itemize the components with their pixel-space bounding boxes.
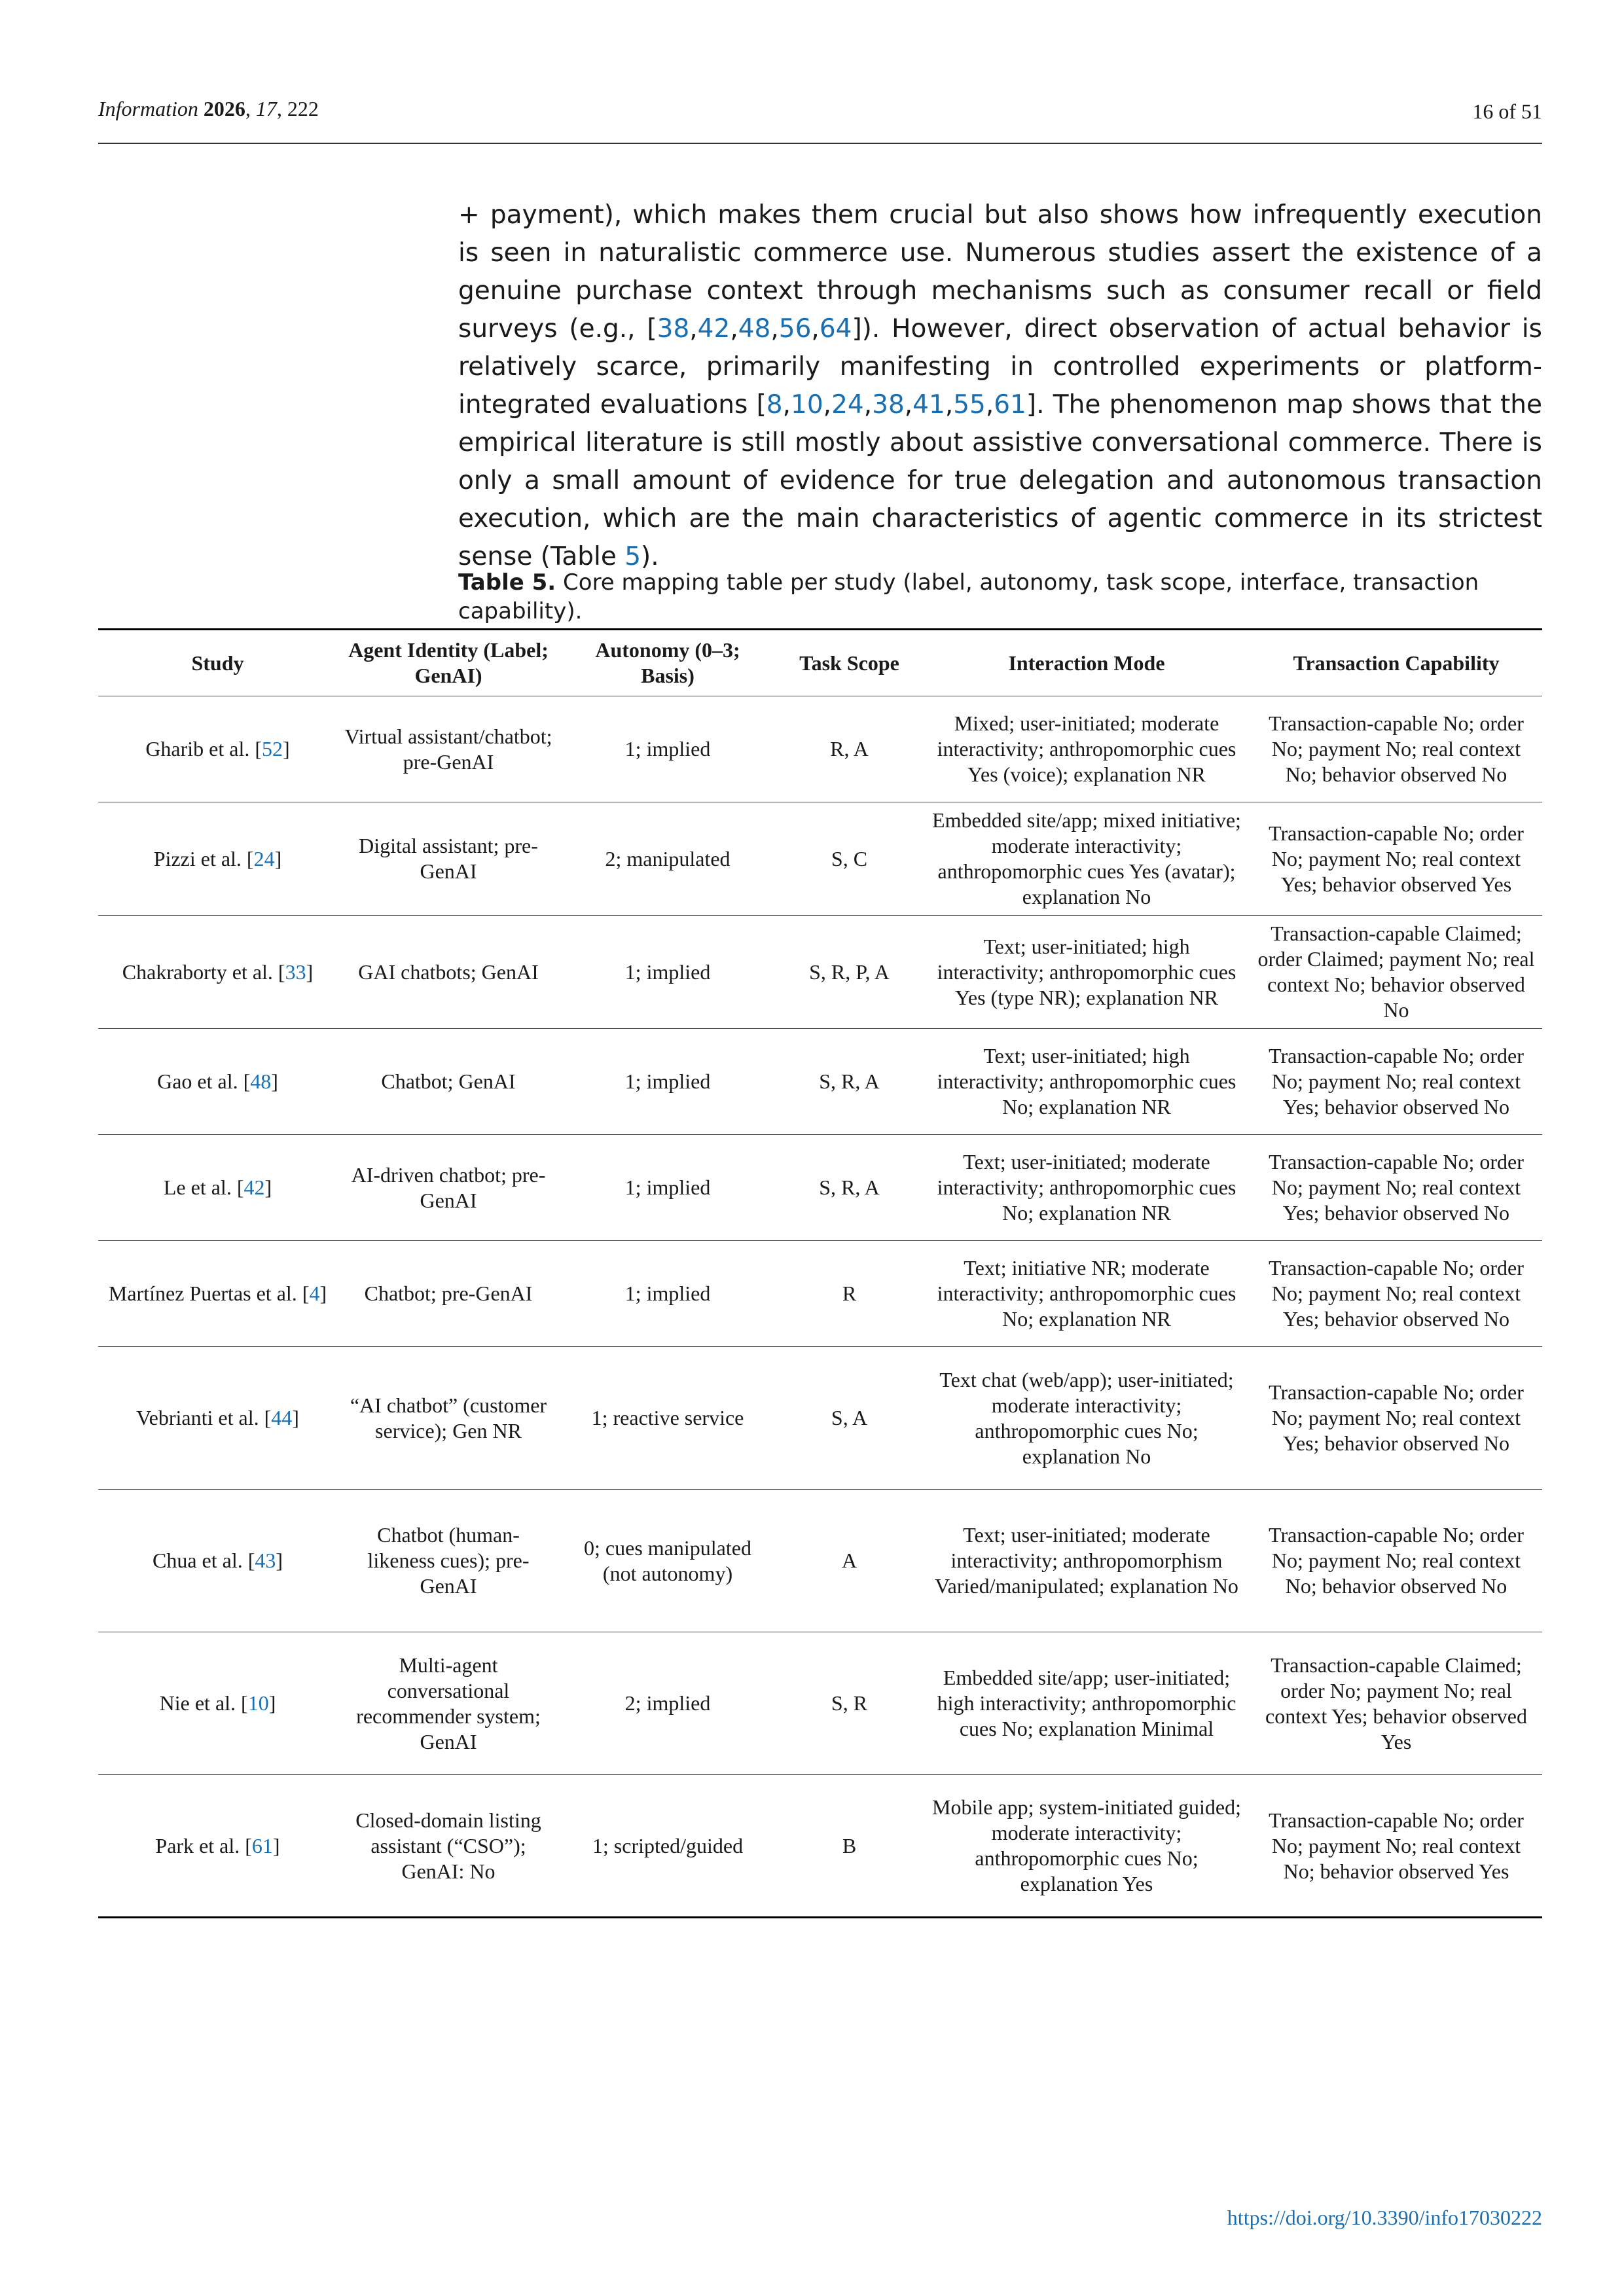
text-run: ). bbox=[641, 542, 659, 571]
bracket: ] bbox=[283, 737, 290, 761]
table-row bbox=[98, 1347, 1542, 1490]
table-row bbox=[98, 1775, 1542, 1918]
citation-link[interactable]: 10 bbox=[791, 390, 823, 420]
cell-mode: Text chat (web/app); user-initiated; moderate interactivity; anthropomorphic cues No; explanation No bbox=[939, 1367, 1234, 1468]
bracket: ] bbox=[271, 1069, 278, 1093]
bracket: ] bbox=[306, 960, 314, 984]
cell-transaction: Transaction-capable No; order No; payment No; real context No; behavior observed No bbox=[1269, 711, 1524, 786]
cell-scope: B bbox=[842, 1833, 857, 1857]
page-header bbox=[98, 90, 1542, 144]
journal-article: 222 bbox=[287, 97, 319, 120]
bracket: ] bbox=[272, 1833, 280, 1857]
cell-identity: Chatbot; GenAI bbox=[381, 1069, 516, 1093]
citation-link[interactable]: 4 bbox=[309, 1282, 320, 1305]
study-name: Pizzi et al. [ bbox=[153, 846, 254, 870]
study-name: Chakraborty et al. [ bbox=[122, 960, 285, 984]
citation-link[interactable]: 64 bbox=[819, 314, 852, 344]
citation-link[interactable]: 44 bbox=[271, 1406, 293, 1429]
bracket: ] bbox=[319, 1282, 327, 1305]
bracket: ] bbox=[276, 1549, 283, 1572]
cell-mode: Embedded site/app; user-initiated; high interactivity; anthropomorphic cues No; explanation Minimal bbox=[937, 1666, 1236, 1740]
table-header-row bbox=[98, 630, 1542, 696]
cell-transaction: Transaction-capable No; order No; payment No; real context Yes; behavior observed No bbox=[1269, 1150, 1524, 1225]
cell-study bbox=[98, 1029, 337, 1135]
citation-link[interactable]: 61 bbox=[251, 1833, 273, 1857]
cell-mode: Text; initiative NR; moderate interactivity; anthropomorphic cues No; explanation NR bbox=[937, 1256, 1236, 1331]
cell-scope: S, A bbox=[831, 1406, 868, 1429]
cell-autonomy: 0; cues manipulated (not autonomy) bbox=[584, 1535, 751, 1585]
citation-link[interactable]: 42 bbox=[244, 1175, 265, 1199]
cell-transaction: Transaction-capable Claimed; order No; payment No; real context Yes; behavior observed Yes bbox=[1265, 1653, 1527, 1753]
study-name: Le et al. [ bbox=[163, 1175, 244, 1199]
journal-year: 2026 bbox=[203, 97, 245, 120]
cell-identity: Virtual assistant/chatbot; pre-GenAI bbox=[344, 724, 552, 774]
study-name: Nie et al. [ bbox=[159, 1691, 248, 1715]
citation-link[interactable]: 43 bbox=[255, 1549, 276, 1572]
citation-link[interactable]: 38 bbox=[657, 314, 690, 344]
cell-identity: Digital assistant; pre-GenAI bbox=[359, 834, 538, 883]
cell-autonomy: 1; reactive service bbox=[591, 1406, 744, 1429]
study-name: Gao et al. [ bbox=[157, 1069, 251, 1093]
cell-scope: S, R, A bbox=[819, 1069, 880, 1093]
body-paragraph: + payment), which makes them crucial but also shows how infrequently execution is seen in naturalistic commerce use. Numerous studies assert the existence of a genuine purchase context through mechanisms such as consumer recall or field surveys (e.g., [38,42,48,56,64]). However, direct observation of actual behavior is relatively scarce, primarily manifesting in controlled experiments or platform-integrated evaluations [8,10,24,38,41,55,61]. The phenomenon map shows that the empirical literature is still mostly about assistive conversational commerce. There is only a small amount of evidence for true delegation and autonomous transaction execution, which are the main characteristics of agentic commerce in its strictest sense (Table 5). bbox=[458, 200, 1542, 571]
citation-link[interactable]: 41 bbox=[912, 390, 945, 420]
cell-study bbox=[98, 916, 337, 1029]
journal-citation: Information 2026, 17, 222 bbox=[98, 97, 319, 120]
cell-identity: GAI chatbots; GenAI bbox=[358, 960, 539, 984]
cell-study bbox=[98, 802, 337, 916]
study-name: Park et al. [ bbox=[155, 1833, 252, 1857]
cell-scope: S, R, P, A bbox=[809, 960, 890, 984]
cell-study bbox=[98, 1135, 337, 1241]
study-name: Vebrianti et al. [ bbox=[136, 1406, 272, 1429]
header-transaction-capability: Transaction Capability bbox=[1293, 651, 1500, 675]
citation-link[interactable]: 48 bbox=[738, 314, 771, 344]
table-row bbox=[98, 1135, 1542, 1241]
citation-link[interactable]: 24 bbox=[831, 390, 864, 420]
study-name: Martínez Puertas et al. [ bbox=[108, 1282, 310, 1305]
cell-autonomy: 2; implied bbox=[624, 1691, 711, 1715]
text-run: ]. The phenomenon map shows that the empirical literature is still mostly about assistive conversational commerce. There is only a small amount of evidence for true delegation and autonomous transaction execution, which are the main characteristics of agentic commerce in its strictest sense (Table bbox=[458, 390, 1542, 571]
cell-autonomy: 2; manipulated bbox=[605, 846, 731, 870]
header-interaction-mode: Interaction Mode bbox=[1008, 651, 1165, 675]
citation-link[interactable]: 10 bbox=[247, 1691, 269, 1715]
table-reference-link[interactable]: 5 bbox=[624, 542, 641, 571]
cell-identity: Chatbot; pre-GenAI bbox=[364, 1282, 533, 1305]
cell-mode: Text; user-initiated; high interactivity; anthropomorphic cues Yes (type NR); explanation NR bbox=[937, 934, 1236, 1009]
cell-scope: R, A bbox=[830, 737, 869, 761]
citation-link[interactable]: 61 bbox=[994, 390, 1026, 420]
study-name: Chua et al. [ bbox=[152, 1549, 255, 1572]
text-run: ]). However, direct observation of actual behavior is relatively scarce, primarily manifesting in controlled experiments or platform-integrated evaluations [ bbox=[458, 314, 1542, 420]
header-study: Study bbox=[191, 651, 244, 675]
cell-transaction: Transaction-capable Claimed; order Claimed; payment No; real context No; behavior observed No bbox=[1257, 922, 1535, 1022]
cell-mode: Embedded site/app; mixed initiative; moderate interactivity; anthropomorphic cues Yes (avatar); explanation No bbox=[932, 808, 1241, 908]
citation-link[interactable]: 38 bbox=[872, 390, 905, 420]
cell-study bbox=[98, 1490, 337, 1632]
text-run: + payment), which makes them crucial but also shows how infrequently execution is seen in naturalistic commerce use. Numerous studies assert the existence of a genuine purchase context through mechanisms such as consumer recall or field surveys (e.g., [ bbox=[458, 200, 1542, 344]
cell-identity: Multi-agent conversational recommender system; GenAI bbox=[356, 1653, 541, 1753]
header-task-scope: Task Scope bbox=[799, 651, 899, 675]
cell-autonomy: 1; implied bbox=[624, 1282, 711, 1305]
header-agent-identity: Agent Identity (Label; GenAI) bbox=[348, 638, 549, 687]
journal-name: Information bbox=[98, 97, 198, 120]
cell-scope: S, R, A bbox=[819, 1175, 880, 1199]
cell-scope: R bbox=[842, 1282, 857, 1305]
table-row bbox=[98, 1241, 1542, 1347]
journal-volume: 17 bbox=[255, 97, 277, 120]
cell-scope: S, C bbox=[831, 846, 868, 870]
bracket: ] bbox=[264, 1175, 272, 1199]
cell-mode: Mobile app; system-initiated guided; moderate interactivity; anthropomorphic cues No; explanation Yes bbox=[932, 1795, 1241, 1895]
table-row bbox=[98, 802, 1542, 916]
table-row bbox=[98, 696, 1542, 802]
cell-identity: Closed-domain listing assistant (“CSO”); GenAI: No bbox=[355, 1808, 541, 1883]
citation-link[interactable]: 42 bbox=[697, 314, 731, 344]
citation-link[interactable]: 56 bbox=[778, 314, 812, 344]
cell-mode: Text; user-initiated; high interactivity; anthropomorphic cues No; explanation NR bbox=[937, 1044, 1236, 1119]
cell-autonomy: 1; implied bbox=[624, 737, 711, 761]
table-caption bbox=[458, 568, 1542, 626]
cell-identity: AI-driven chatbot; pre-GenAI bbox=[351, 1162, 546, 1212]
cell-scope: A bbox=[841, 1549, 857, 1572]
cell-transaction: Transaction-capable No; order No; payment No; real context No; behavior observed Yes bbox=[1269, 1808, 1524, 1883]
cell-autonomy: 1; implied bbox=[624, 960, 711, 984]
study-name: Gharib et al. [ bbox=[145, 737, 262, 761]
citation-link[interactable]: 24 bbox=[253, 846, 275, 870]
cell-identity: “AI chatbot” (customer service); Gen NR bbox=[350, 1393, 547, 1443]
doi-link[interactable]: https://doi.org/10.3390/info17030222 bbox=[1227, 2206, 1542, 2229]
table-row bbox=[98, 916, 1542, 1029]
bracket: ] bbox=[274, 846, 282, 870]
cell-mode: Text; user-initiated; moderate interactivity; anthropomorphism Varied/manipulated; explanation No bbox=[935, 1523, 1238, 1598]
caption-label: Table 5. bbox=[458, 569, 556, 596]
cell-identity: Chatbot (human-likeness cues); pre-GenAI bbox=[367, 1523, 530, 1598]
citation-link[interactable]: 8 bbox=[766, 390, 783, 420]
citation-link[interactable]: 52 bbox=[262, 737, 283, 761]
cell-study bbox=[98, 696, 337, 802]
cell-autonomy: 1; implied bbox=[624, 1069, 711, 1093]
cell-transaction: Transaction-capable No; order No; payment No; real context Yes; behavior observed No bbox=[1269, 1044, 1524, 1119]
cell-study bbox=[98, 1632, 337, 1775]
cell-mode: Mixed; user-initiated; moderate interactivity; anthropomorphic cues Yes (voice); explanation NR bbox=[937, 711, 1236, 786]
cell-transaction: Transaction-capable No; order No; payment No; real context Yes; behavior observed No bbox=[1269, 1380, 1524, 1455]
caption-text: Core mapping table per study (label, autonomy, task scope, interface, transaction capability). bbox=[458, 569, 1479, 624]
cell-autonomy: 1; implied bbox=[624, 1175, 711, 1199]
bracket: ] bbox=[268, 1691, 276, 1715]
citation-link[interactable]: 48 bbox=[250, 1069, 272, 1093]
cell-transaction: Transaction-capable No; order No; payment No; real context Yes; behavior observed Yes bbox=[1269, 821, 1524, 896]
table-row bbox=[98, 1632, 1542, 1775]
citation-link[interactable]: 55 bbox=[953, 390, 986, 420]
core-mapping-table bbox=[98, 628, 1542, 1918]
page-number: 16 of 51 bbox=[1472, 99, 1542, 123]
table-row bbox=[98, 1490, 1542, 1632]
cell-transaction: Transaction-capable No; order No; payment No; real context No; behavior observed No bbox=[1269, 1523, 1524, 1598]
cell-autonomy: 1; scripted/guided bbox=[592, 1833, 744, 1857]
cell-transaction: Transaction-capable No; order No; payment No; real context Yes; behavior observed No bbox=[1269, 1256, 1524, 1331]
bracket: ] bbox=[292, 1406, 299, 1429]
citation-link[interactable]: 33 bbox=[285, 960, 306, 984]
table-row bbox=[98, 1029, 1542, 1135]
cell-mode: Text; user-initiated; moderate interactivity; anthropomorphic cues No; explanation NR bbox=[937, 1150, 1236, 1225]
cell-scope: S, R bbox=[831, 1691, 868, 1715]
cell-study bbox=[98, 1241, 337, 1347]
header-autonomy: Autonomy (0–3; Basis) bbox=[595, 638, 740, 687]
cell-study bbox=[98, 1775, 337, 1918]
cell-study bbox=[98, 1347, 337, 1490]
